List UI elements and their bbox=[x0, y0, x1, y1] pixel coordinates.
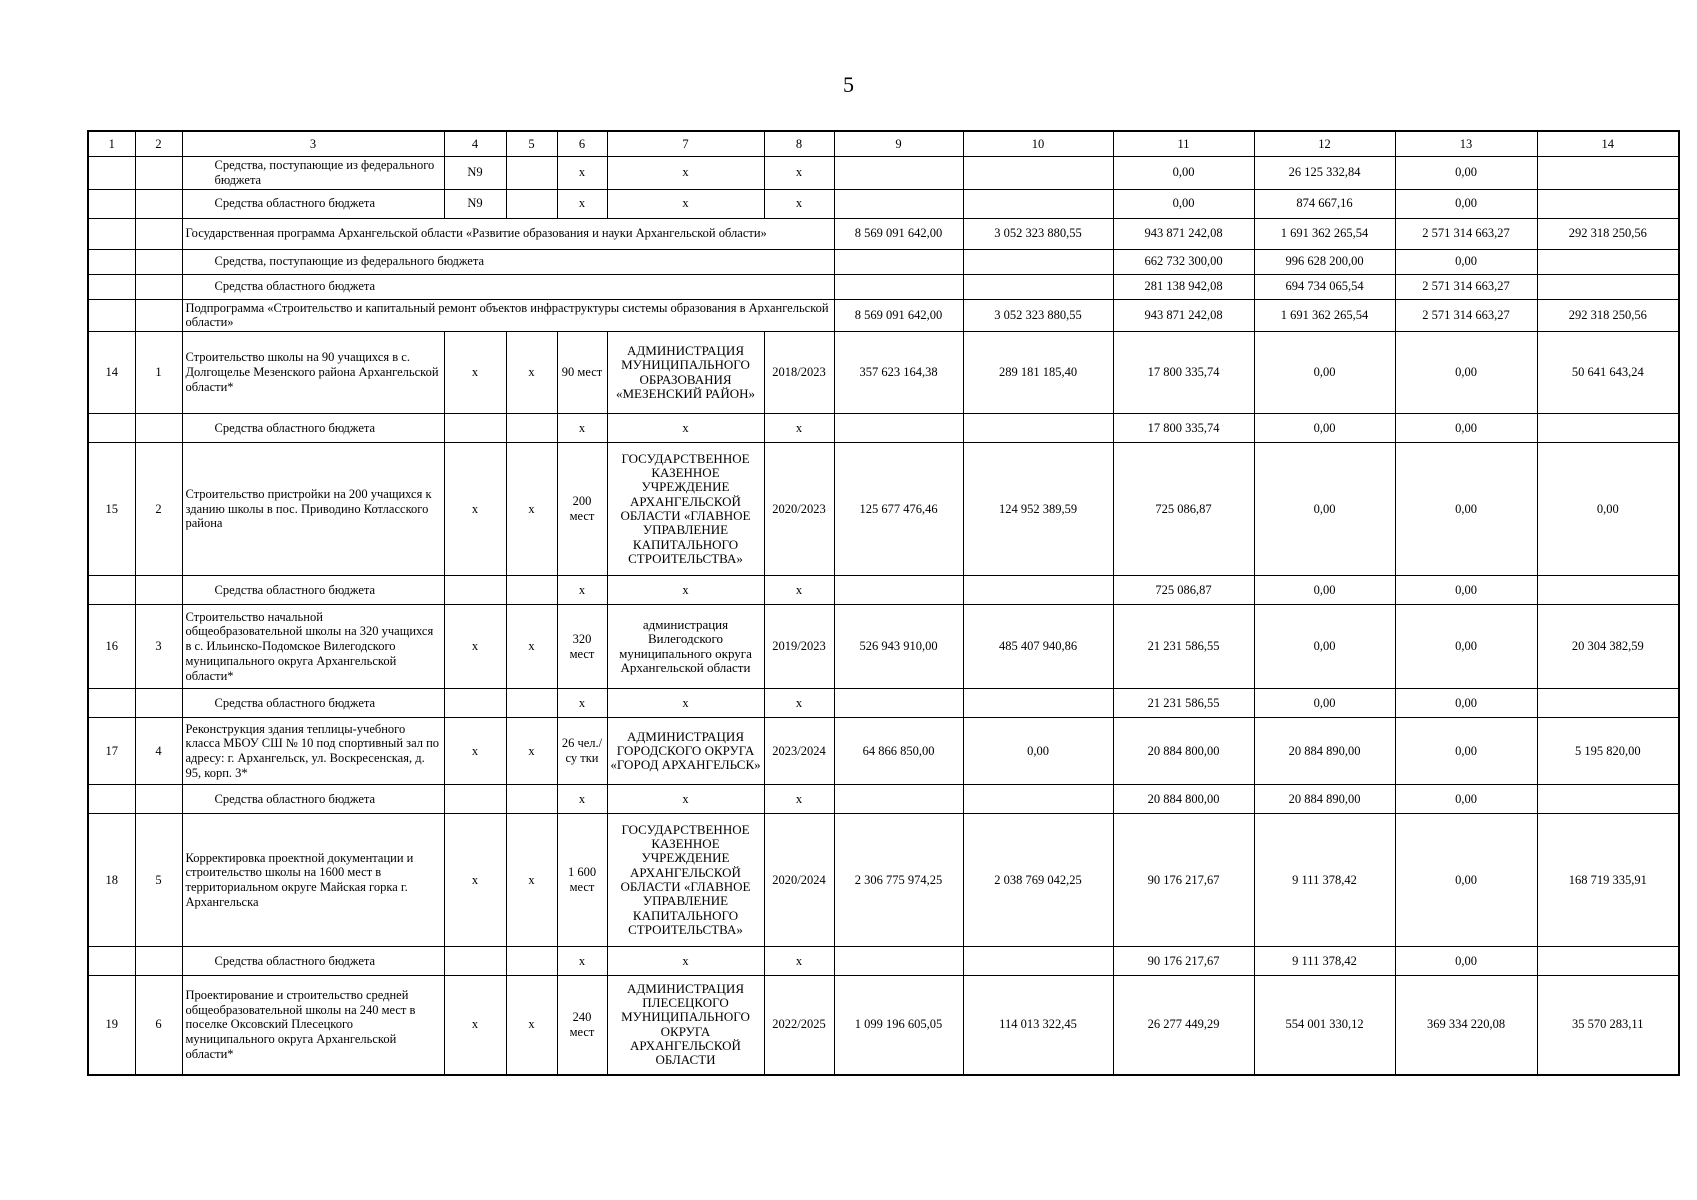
cell-col-14 bbox=[1537, 274, 1679, 299]
column-header: 2 bbox=[135, 131, 182, 157]
cell-col-9 bbox=[834, 189, 963, 218]
cell-col-6: 320 мест bbox=[557, 605, 607, 689]
table-row bbox=[88, 976, 1679, 1075]
cell-col-10 bbox=[963, 947, 1113, 976]
cell-col-11: 90 176 217,67 bbox=[1113, 947, 1254, 976]
cell-col-5 bbox=[506, 414, 557, 443]
cell-col-10 bbox=[963, 576, 1113, 605]
cell-col-3: Средства областного бюджета bbox=[182, 947, 444, 976]
cell-col-5 bbox=[506, 189, 557, 218]
column-header: 6 bbox=[557, 131, 607, 157]
cell-col-12: 0,00 bbox=[1254, 332, 1395, 414]
cell-col-2 bbox=[135, 576, 182, 605]
cell-col-5 bbox=[506, 947, 557, 976]
cell-col-6: 26 чел./су тки bbox=[557, 718, 607, 785]
cell-col-5 bbox=[506, 785, 557, 814]
cell-col-2 bbox=[135, 274, 182, 299]
cell-col-9 bbox=[834, 785, 963, 814]
cell-col-2 bbox=[135, 414, 182, 443]
cell-col-9 bbox=[834, 689, 963, 718]
cell-col-4 bbox=[444, 785, 506, 814]
table-row bbox=[88, 218, 1679, 249]
column-header: 9 bbox=[834, 131, 963, 157]
cell-col-4: x bbox=[444, 976, 506, 1075]
cell-col-6: x bbox=[557, 785, 607, 814]
cell-col-1: 16 bbox=[88, 605, 135, 689]
cell-col-4: N9 bbox=[444, 189, 506, 218]
cell-col-4: x bbox=[444, 332, 506, 414]
cell-col-3: Средства областного бюджета bbox=[182, 414, 444, 443]
cell-col-5: x bbox=[506, 332, 557, 414]
cell-col-9: 8 569 091 642,00 bbox=[834, 218, 963, 249]
column-header: 1 bbox=[88, 131, 135, 157]
column-header: 7 bbox=[607, 131, 764, 157]
cell-col-1 bbox=[88, 249, 135, 274]
cell-col-11: 20 884 800,00 bbox=[1113, 785, 1254, 814]
cell-col-7: x bbox=[607, 157, 764, 190]
cell-col-9 bbox=[834, 576, 963, 605]
table-row bbox=[88, 249, 1679, 274]
table-row bbox=[88, 718, 1679, 785]
cell-col-2 bbox=[135, 299, 182, 332]
cell-col-14 bbox=[1537, 689, 1679, 718]
cell-col-14: 20 304 382,59 bbox=[1537, 605, 1679, 689]
cell-col-4: x bbox=[444, 718, 506, 785]
cell-col-5: x bbox=[506, 976, 557, 1075]
page-number: 5 bbox=[843, 72, 854, 97]
cell-col-13: 0,00 bbox=[1395, 689, 1537, 718]
cell-col-11: 662 732 300,00 bbox=[1113, 249, 1254, 274]
cell-col-2 bbox=[135, 157, 182, 190]
table-row bbox=[88, 274, 1679, 299]
cell-col-9: 1 099 196 605,05 bbox=[834, 976, 963, 1075]
cell-col-13: 0,00 bbox=[1395, 157, 1537, 190]
cell-col-13: 0,00 bbox=[1395, 414, 1537, 443]
column-header: 13 bbox=[1395, 131, 1537, 157]
cell-col-7: x bbox=[607, 576, 764, 605]
cell-col-1: 18 bbox=[88, 814, 135, 947]
cell-col-12: 20 884 890,00 bbox=[1254, 785, 1395, 814]
table-row bbox=[88, 689, 1679, 718]
cell-col-12: 0,00 bbox=[1254, 414, 1395, 443]
cell-col-5: x bbox=[506, 718, 557, 785]
cell-col-11: 17 800 335,74 bbox=[1113, 332, 1254, 414]
table-row bbox=[88, 947, 1679, 976]
cell-col-5 bbox=[506, 157, 557, 190]
cell-col-14 bbox=[1537, 947, 1679, 976]
cell-col-8: x bbox=[764, 157, 834, 190]
cell-col-2: 2 bbox=[135, 443, 182, 576]
cell-col-1 bbox=[88, 189, 135, 218]
cell-col-7: ГОСУДАРСТВЕННОЕ КАЗЕННОЕ УЧРЕЖДЕНИЕ АРХАНГЕЛЬСКОЙ ОБЛАСТИ «ГЛАВНОЕ УПРАВЛЕНИЕ КАПИТАЛЬНОГО СТРОИТЕЛЬСТВА» bbox=[607, 443, 764, 576]
table-row bbox=[88, 299, 1679, 332]
cell-col-1: 17 bbox=[88, 718, 135, 785]
column-header: 8 bbox=[764, 131, 834, 157]
cell-col-10 bbox=[963, 157, 1113, 190]
cell-col-8: 2020/2023 bbox=[764, 443, 834, 576]
cell-col-2: 3 bbox=[135, 605, 182, 689]
cell-col-2 bbox=[135, 785, 182, 814]
cell-col-11: 90 176 217,67 bbox=[1113, 814, 1254, 947]
cell-col-6: 1 600 мест bbox=[557, 814, 607, 947]
cell-col-6: x bbox=[557, 689, 607, 718]
cell-col-1 bbox=[88, 157, 135, 190]
cell-col-14: 35 570 283,11 bbox=[1537, 976, 1679, 1075]
cell-col-14 bbox=[1537, 414, 1679, 443]
cell-col-4 bbox=[444, 414, 506, 443]
cell-col-5 bbox=[506, 576, 557, 605]
cell-col-14: 50 641 643,24 bbox=[1537, 332, 1679, 414]
table-row bbox=[88, 814, 1679, 947]
cell-col-9: 526 943 910,00 bbox=[834, 605, 963, 689]
cell-col-4: N9 bbox=[444, 157, 506, 190]
cell-col-11: 0,00 bbox=[1113, 157, 1254, 190]
cell-col-13: 0,00 bbox=[1395, 718, 1537, 785]
table-header-row bbox=[88, 131, 1679, 157]
cell-col-4 bbox=[444, 576, 506, 605]
table-row bbox=[88, 414, 1679, 443]
cell-col-13: 0,00 bbox=[1395, 947, 1537, 976]
cell-col-12: 0,00 bbox=[1254, 689, 1395, 718]
cell-col-7: АДМИНИСТРАЦИЯ ПЛЕСЕЦКОГО МУНИЦИПАЛЬНОГО ОКРУГА АРХАНГЕЛЬСКОЙ ОБЛАСТИ bbox=[607, 976, 764, 1075]
cell-col-10: 0,00 bbox=[963, 718, 1113, 785]
cell-col-1: 19 bbox=[88, 976, 135, 1075]
cell-col-9: 2 306 775 974,25 bbox=[834, 814, 963, 947]
cell-col-11: 943 871 242,08 bbox=[1113, 299, 1254, 332]
cell-col-7: x bbox=[607, 947, 764, 976]
column-header: 12 bbox=[1254, 131, 1395, 157]
cell-col-1 bbox=[88, 947, 135, 976]
cell-col-2: 4 bbox=[135, 718, 182, 785]
cell-col-11: 281 138 942,08 bbox=[1113, 274, 1254, 299]
cell-col-6: 90 мест bbox=[557, 332, 607, 414]
cell-col-13: 0,00 bbox=[1395, 249, 1537, 274]
table-row bbox=[88, 785, 1679, 814]
cell-col-5 bbox=[506, 689, 557, 718]
cell-col-12: 996 628 200,00 bbox=[1254, 249, 1395, 274]
cell-col-9 bbox=[834, 414, 963, 443]
cell-col-10: 289 181 185,40 bbox=[963, 332, 1113, 414]
cell-col-7: x bbox=[607, 414, 764, 443]
cell-col-14: 168 719 335,91 bbox=[1537, 814, 1679, 947]
cell-col-10 bbox=[963, 249, 1113, 274]
cell-col-11: 21 231 586,55 bbox=[1113, 605, 1254, 689]
cell-col-11: 17 800 335,74 bbox=[1113, 414, 1254, 443]
table-row bbox=[88, 605, 1679, 689]
cell-col-6: x bbox=[557, 414, 607, 443]
budget-table bbox=[87, 130, 1680, 1076]
column-header: 11 bbox=[1113, 131, 1254, 157]
cell-col-6: x bbox=[557, 947, 607, 976]
cell-col-2: 1 bbox=[135, 332, 182, 414]
cell-col-9 bbox=[834, 249, 963, 274]
cell-col-1 bbox=[88, 785, 135, 814]
cell-col-11: 725 086,87 bbox=[1113, 443, 1254, 576]
cell-col-13: 2 571 314 663,27 bbox=[1395, 218, 1537, 249]
cell-col-8: x bbox=[764, 689, 834, 718]
cell-col-4: x bbox=[444, 605, 506, 689]
cell-col-8: 2018/2023 bbox=[764, 332, 834, 414]
column-header: 5 bbox=[506, 131, 557, 157]
cell-col-11: 20 884 800,00 bbox=[1113, 718, 1254, 785]
cell-col-10 bbox=[963, 189, 1113, 218]
cell-col-9: 357 623 164,38 bbox=[834, 332, 963, 414]
cell-col-9 bbox=[834, 947, 963, 976]
cell-col-14: 5 195 820,00 bbox=[1537, 718, 1679, 785]
cell-col-6: x bbox=[557, 157, 607, 190]
cell-col-11: 21 231 586,55 bbox=[1113, 689, 1254, 718]
cell-col-3: Строительство пристройки на 200 учащихся к зданию школы в пос. Приводино Котласского района bbox=[182, 443, 444, 576]
cell-col-1: 14 bbox=[88, 332, 135, 414]
cell-col-1 bbox=[88, 299, 135, 332]
cell-col-6: x bbox=[557, 576, 607, 605]
cell-col-10 bbox=[963, 785, 1113, 814]
cell-col-8: x bbox=[764, 189, 834, 218]
cell-col-12: 0,00 bbox=[1254, 443, 1395, 576]
cell-col-8: x bbox=[764, 785, 834, 814]
cell-col-1 bbox=[88, 218, 135, 249]
cell-col-1 bbox=[88, 274, 135, 299]
cell-col-7: администрация Вилегодского муниципального округа Архангельской области bbox=[607, 605, 764, 689]
cell-col-13: 0,00 bbox=[1395, 189, 1537, 218]
cell-col-8: x bbox=[764, 947, 834, 976]
cell-col-2 bbox=[135, 189, 182, 218]
cell-col-3: Подпрограмма «Строительство и капитальный ремонт объектов инфраструктуры системы образования в Архангельской области» bbox=[182, 299, 834, 332]
cell-col-12: 0,00 bbox=[1254, 605, 1395, 689]
column-header: 4 bbox=[444, 131, 506, 157]
cell-col-11: 725 086,87 bbox=[1113, 576, 1254, 605]
cell-col-3: Строительство начальной общеобразовательной школы на 320 учащихся в с. Ильинско-Подомское Вилегодского муниципального округа Архангельской области* bbox=[182, 605, 444, 689]
cell-col-4: x bbox=[444, 443, 506, 576]
cell-col-12: 9 111 378,42 bbox=[1254, 947, 1395, 976]
cell-col-8: x bbox=[764, 576, 834, 605]
cell-col-1: 15 bbox=[88, 443, 135, 576]
cell-col-10: 3 052 323 880,55 bbox=[963, 218, 1113, 249]
cell-col-3: Средства, поступающие из федерального бюджета bbox=[182, 157, 444, 190]
cell-col-2 bbox=[135, 689, 182, 718]
cell-col-13: 369 334 220,08 bbox=[1395, 976, 1537, 1075]
cell-col-10: 124 952 389,59 bbox=[963, 443, 1113, 576]
cell-col-14: 292 318 250,56 bbox=[1537, 299, 1679, 332]
cell-col-14 bbox=[1537, 576, 1679, 605]
cell-col-4: x bbox=[444, 814, 506, 947]
cell-col-8: 2020/2024 bbox=[764, 814, 834, 947]
cell-col-11: 26 277 449,29 bbox=[1113, 976, 1254, 1075]
cell-col-3: Государственная программа Архангельской области «Развитие образования и науки Архангельской области» bbox=[182, 218, 834, 249]
cell-col-2 bbox=[135, 218, 182, 249]
cell-col-3: Строительство школы на 90 учащихся в с. Долгощелье Мезенского района Архангельской области* bbox=[182, 332, 444, 414]
cell-col-12: 20 884 890,00 bbox=[1254, 718, 1395, 785]
cell-col-7: x bbox=[607, 689, 764, 718]
cell-col-3: Средства областного бюджета bbox=[182, 576, 444, 605]
cell-col-9: 8 569 091 642,00 bbox=[834, 299, 963, 332]
cell-col-13: 0,00 bbox=[1395, 332, 1537, 414]
cell-col-14: 292 318 250,56 bbox=[1537, 218, 1679, 249]
cell-col-14 bbox=[1537, 189, 1679, 218]
cell-col-6: 240 мест bbox=[557, 976, 607, 1075]
cell-col-13: 0,00 bbox=[1395, 814, 1537, 947]
cell-col-7: ГОСУДАРСТВЕННОЕ КАЗЕННОЕ УЧРЕЖДЕНИЕ АРХАНГЕЛЬСКОЙ ОБЛАСТИ «ГЛАВНОЕ УПРАВЛЕНИЕ КАПИТАЛЬНОГО СТРОИТЕЛЬСТВА» bbox=[607, 814, 764, 947]
cell-col-2 bbox=[135, 249, 182, 274]
cell-col-12: 694 734 065,54 bbox=[1254, 274, 1395, 299]
cell-col-3: Средства областного бюджета bbox=[182, 785, 444, 814]
cell-col-10 bbox=[963, 274, 1113, 299]
cell-col-7: x bbox=[607, 189, 764, 218]
cell-col-3: Корректировка проектной документации и строительство школы на 1600 мест в территориальном округе Майская горка г. Архангельска bbox=[182, 814, 444, 947]
cell-col-3: Проектирование и строительство средней общеобразовательной школы на 240 мест в поселке Оксовский Плесецкого муниципального округа Архангельской области* bbox=[182, 976, 444, 1075]
cell-col-3: Средства областного бюджета bbox=[182, 689, 444, 718]
cell-col-8: 2023/2024 bbox=[764, 718, 834, 785]
cell-col-7: x bbox=[607, 785, 764, 814]
cell-col-5: x bbox=[506, 443, 557, 576]
cell-col-9 bbox=[834, 157, 963, 190]
cell-col-3: Средства областного бюджета bbox=[182, 189, 444, 218]
cell-col-12: 554 001 330,12 bbox=[1254, 976, 1395, 1075]
cell-col-3: Средства, поступающие из федерального бюджета bbox=[182, 249, 834, 274]
cell-col-12: 9 111 378,42 bbox=[1254, 814, 1395, 947]
cell-col-3: Средства областного бюджета bbox=[182, 274, 834, 299]
cell-col-1 bbox=[88, 576, 135, 605]
cell-col-12: 1 691 362 265,54 bbox=[1254, 218, 1395, 249]
cell-col-14 bbox=[1537, 785, 1679, 814]
cell-col-9 bbox=[834, 274, 963, 299]
table-row bbox=[88, 443, 1679, 576]
cell-col-13: 2 571 314 663,27 bbox=[1395, 274, 1537, 299]
cell-col-14 bbox=[1537, 157, 1679, 190]
column-header: 3 bbox=[182, 131, 444, 157]
cell-col-8: 2019/2023 bbox=[764, 605, 834, 689]
cell-col-12: 1 691 362 265,54 bbox=[1254, 299, 1395, 332]
cell-col-13: 0,00 bbox=[1395, 576, 1537, 605]
table-row bbox=[88, 189, 1679, 218]
cell-col-4 bbox=[444, 689, 506, 718]
cell-col-7: АДМИНИСТРАЦИЯ МУНИЦИПАЛЬНОГО ОБРАЗОВАНИЯ «МЕЗЕНСКИЙ РАЙОН» bbox=[607, 332, 764, 414]
cell-col-10: 485 407 940,86 bbox=[963, 605, 1113, 689]
cell-col-2: 6 bbox=[135, 976, 182, 1075]
cell-col-10 bbox=[963, 414, 1113, 443]
table-row bbox=[88, 332, 1679, 414]
column-header: 14 bbox=[1537, 131, 1679, 157]
cell-col-4 bbox=[444, 947, 506, 976]
cell-col-7: АДМИНИСТРАЦИЯ ГОРОДСКОГО ОКРУГА «ГОРОД АРХАНГЕЛЬСК» bbox=[607, 718, 764, 785]
cell-col-3: Реконструкция здания теплицы-учебного класса МБОУ СШ № 10 под спортивный зал по адресу: г. Архангельск, ул. Воскресенская, д. 95, корп. 3* bbox=[182, 718, 444, 785]
table-row bbox=[88, 157, 1679, 190]
cell-col-12: 26 125 332,84 bbox=[1254, 157, 1395, 190]
cell-col-10: 2 038 769 042,25 bbox=[963, 814, 1113, 947]
cell-col-14 bbox=[1537, 249, 1679, 274]
cell-col-8: x bbox=[764, 414, 834, 443]
column-header: 10 bbox=[963, 131, 1113, 157]
cell-col-12: 0,00 bbox=[1254, 576, 1395, 605]
cell-col-5: x bbox=[506, 605, 557, 689]
cell-col-1 bbox=[88, 689, 135, 718]
cell-col-1 bbox=[88, 414, 135, 443]
cell-col-10: 3 052 323 880,55 bbox=[963, 299, 1113, 332]
cell-col-13: 2 571 314 663,27 bbox=[1395, 299, 1537, 332]
cell-col-6: x bbox=[557, 189, 607, 218]
cell-col-8: 2022/2025 bbox=[764, 976, 834, 1075]
cell-col-2: 5 bbox=[135, 814, 182, 947]
cell-col-9: 64 866 850,00 bbox=[834, 718, 963, 785]
cell-col-9: 125 677 476,46 bbox=[834, 443, 963, 576]
cell-col-11: 0,00 bbox=[1113, 189, 1254, 218]
cell-col-6: 200 мест bbox=[557, 443, 607, 576]
cell-col-11: 943 871 242,08 bbox=[1113, 218, 1254, 249]
table-row bbox=[88, 576, 1679, 605]
cell-col-5: x bbox=[506, 814, 557, 947]
cell-col-12: 874 667,16 bbox=[1254, 189, 1395, 218]
cell-col-13: 0,00 bbox=[1395, 443, 1537, 576]
cell-col-13: 0,00 bbox=[1395, 605, 1537, 689]
cell-col-10: 114 013 322,45 bbox=[963, 976, 1113, 1075]
cell-col-14: 0,00 bbox=[1537, 443, 1679, 576]
cell-col-13: 0,00 bbox=[1395, 785, 1537, 814]
cell-col-2 bbox=[135, 947, 182, 976]
cell-col-10 bbox=[963, 689, 1113, 718]
